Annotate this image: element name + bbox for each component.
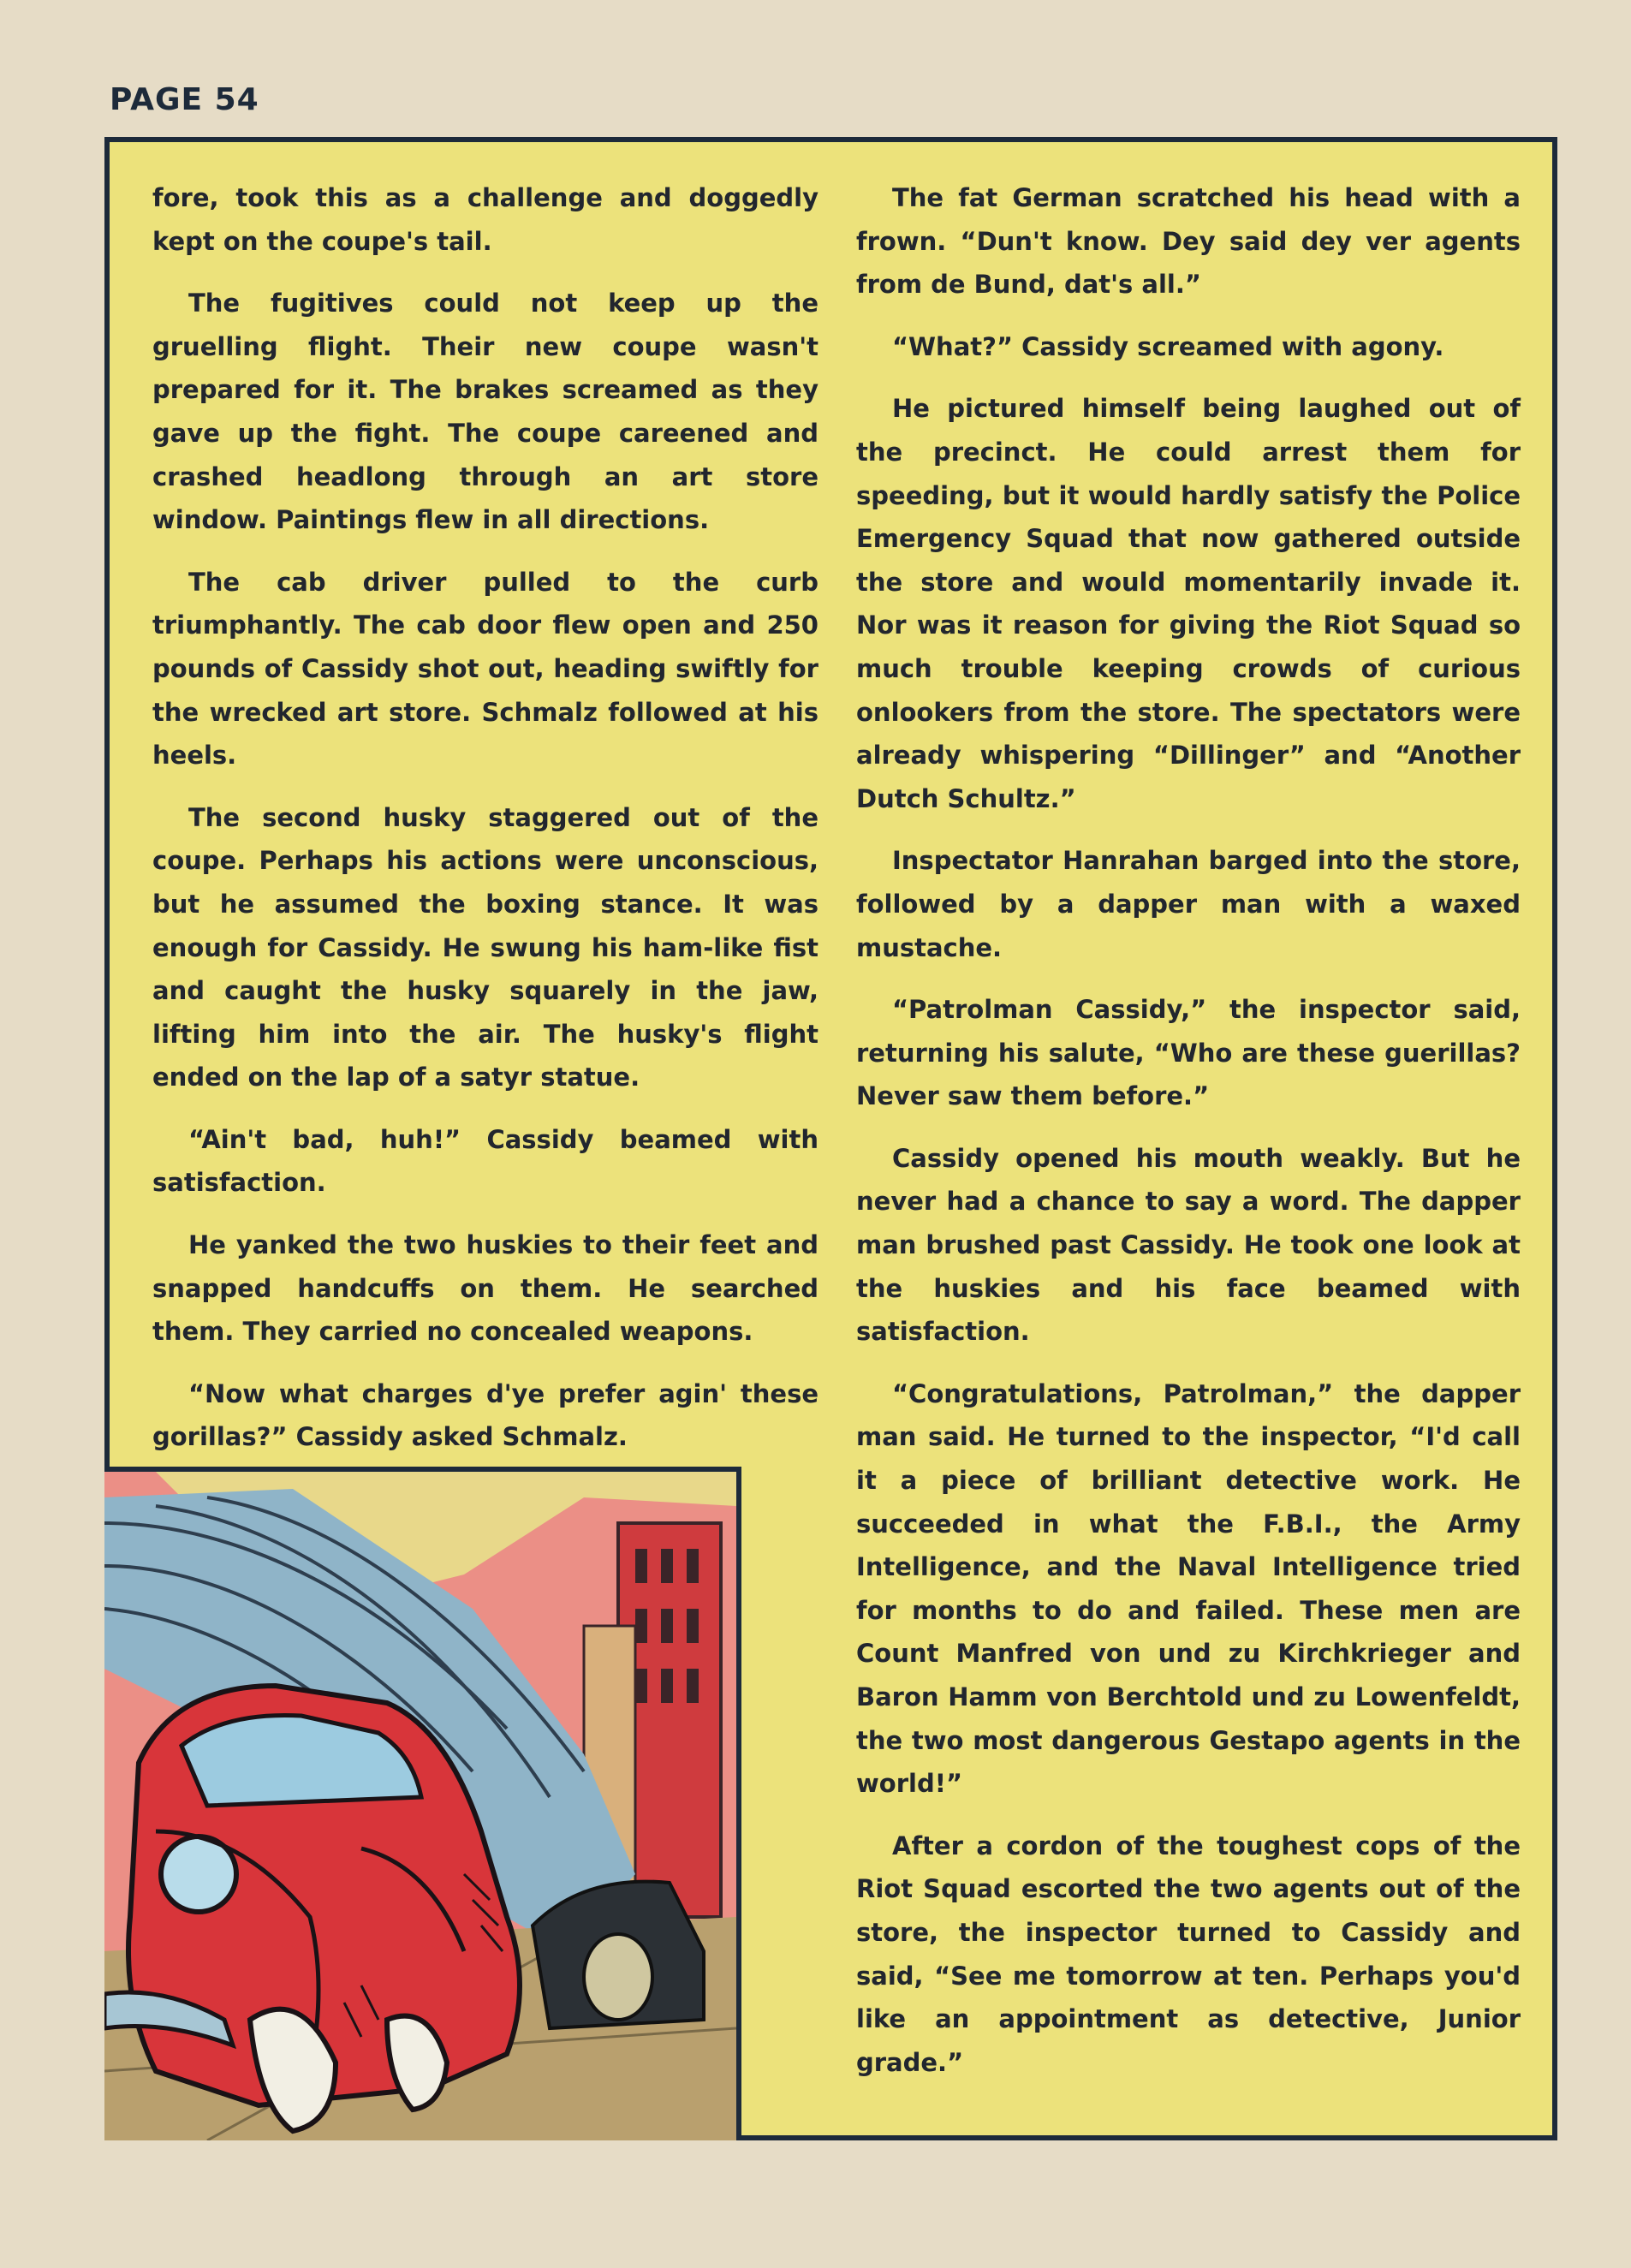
paragraph: Inspectator Hanrahan barged into the store, followed by a dapper man with a waxed mustache.	[856, 846, 1521, 962]
text-panel	[104, 137, 1557, 2140]
car-crash-illustration	[104, 1467, 741, 2140]
paragraph: The cab driver pulled to the curb triumphantly. The cab door flew open and 250 pounds of Cassidy shot out, heading swiftly for the wrecked art store. Schmalz followed at his heels.	[152, 567, 818, 771]
paragraph: “Congratulations, Patrolman,” the dapper man said. He turned to the inspector, “I'd call it a piece of brilliant detective work. He succeeded in what the F.B.I., the Army Intelligence, and the Naval Intelligence tried for months to do and failed. These men are Count Manfred von und zu Kirchkrieger and Baron Hamm von Berchtold und zu Lowenfeldt, the two most dangerous Gestapo agents in the world!”	[856, 1378, 1521, 1799]
paragraph: “What?” Cassidy screamed with agony.	[892, 331, 1444, 361]
car-scene-drawing	[104, 1472, 736, 2140]
paragraph: The fat German scratched his head with a frown. “Dun't know. Dey said dey ver agents from de Bund, dat's all.”	[856, 183, 1521, 300]
paragraph: He pictured himself being laughed out of the precinct. He could arrest them for speeding, but it would hardly satisfy the Police Emergency Squad that now gathered outside the store and would momentarily invade it. Nor was it reason for giving the Riot Squad so much trouble keeping crowds of curious onlookers from the store. The spectators were already whispering “Dillinger” and “Another Dutch Schultz.”	[856, 394, 1521, 813]
paragraph: After a cordon of the toughest cops of the Riot Squad escorted the two agents out of the store, the inspector turned to Cassidy and said, “See me tomorrow at ten. Perhaps you'd like an appointment as detective, Junior grade.”	[856, 1830, 1521, 2077]
paragraph: “Now what charges d'ye prefer agin' these gorillas?” Cassidy asked Schmalz.	[152, 1378, 818, 1452]
left-column	[152, 176, 818, 1478]
page-number: PAGE 54	[110, 82, 259, 117]
paragraph: “Patrolman Cassidy,” the inspector said, returning his salute, “Who are these guerillas? Never saw them before.”	[856, 995, 1521, 1111]
paragraph: The fugitives could not keep up the gruelling flight. Their new coupe wasn't prepared for it. The brakes screamed as they gave up the fight. The coupe careened and crashed headlong through an art store window. Paintings flew in all directions.	[152, 289, 818, 535]
paragraph: “Ain't bad, huh!” Cassidy beamed with satisfaction.	[152, 1124, 818, 1198]
right-column	[856, 176, 1521, 2103]
paragraph: fore, took this as a challenge and doggedly kept on the coupe's tail.	[152, 183, 818, 256]
paragraph: Cassidy opened his mouth weakly. But he never had a chance to say a word. The dapper man brushed past Cassidy. He took one look at the huskies and his face beamed with satisfaction.	[856, 1143, 1521, 1347]
paragraph: He yanked the two huskies to their feet and snapped handcuffs on them. He searched them. They carried no concealed weapons.	[152, 1230, 818, 1347]
paragraph: The second husky staggered out of the coupe. Perhaps his actions were unconscious, but he assumed the boxing stance. It was enough for Cassidy. He swung his ham-like fist and caught the husky squarely in the jaw, lifting him into the air. The husky's flight ended on the lap of a satyr statue.	[152, 802, 818, 1092]
